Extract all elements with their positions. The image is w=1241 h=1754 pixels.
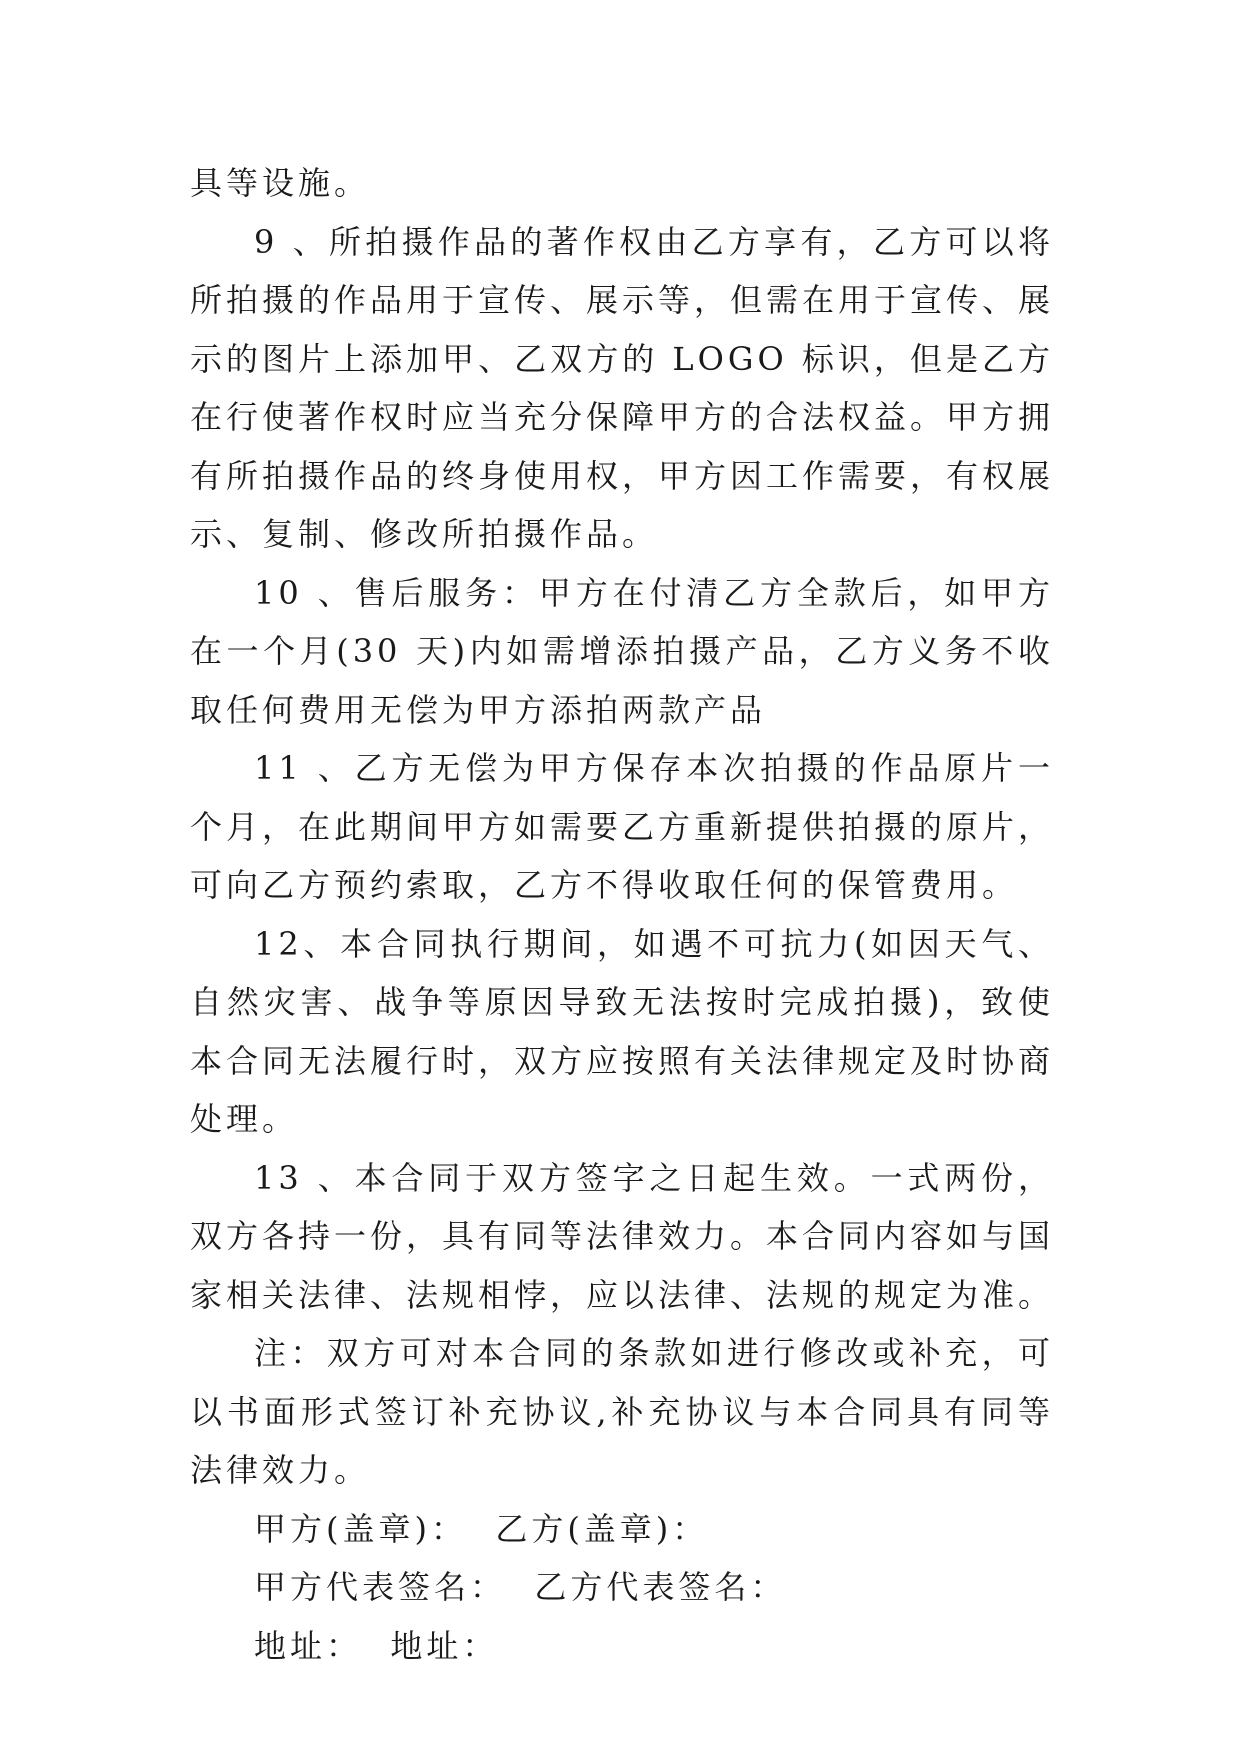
seal-line: 甲方(盖章)： 乙方(盖章)：	[254, 1509, 709, 1548]
note-paragraph: 注：双方可对本合同的条款如进行修改或补充，可以书面形式签订补充协议,补充协议与本合同具有同等法律效力。	[190, 1334, 1054, 1489]
clause-12: 12、本合同执行期间，如遇不可抗力(如因天气、自然灾害、战争等原因导致无法按时完成拍摄)，致使本合同无法履行时，双方应按照有关法律规定及时协商处理。	[190, 924, 1055, 1138]
address-line: 地址： 地址：	[254, 1626, 499, 1665]
representative-signature-line: 甲方代表签名： 乙方代表签名：	[254, 1568, 787, 1606]
clause-13: 13 、本合同于双方签字之日起生效。一式两份，双方各持一份，具有同等法律效力。本合同内容如与国家相关法律、法规相悖，应以法律、法规的规定为准。	[190, 1158, 1055, 1314]
clause-11: 11 、乙方无偿为甲方保存本次拍摄的作品原片一个月，在此期间甲方如需要乙方重新提供拍摄的原片，可向乙方预约索取，乙方不得收取任何的保管费用。	[190, 749, 1055, 904]
clause-9: 9 、所拍摄作品的著作权由乙方享有，乙方可以将所拍摄的作品用于宣传、展示等，但需在用于宣传、展示的图片上添加甲、乙双方的 LOGO 标识，但是乙方在行使著作权时应当充分保障甲方的合法权益。甲方拥有所拍摄作品的终身使用权，甲方因工作需要，有权展示、复制、修改所拍摄作品。	[190, 222, 1055, 553]
contract-page	[190, 154, 1054, 1675]
clause-10: 10 、售后服务：甲方在付清乙方全款后，如甲方在一个月(30 天)内如需增添拍摄产品，乙方义务不收取任何费用无偿为甲方添拍两款产品	[190, 573, 1054, 729]
paragraph-continuation: 具等设施。	[190, 164, 371, 202]
